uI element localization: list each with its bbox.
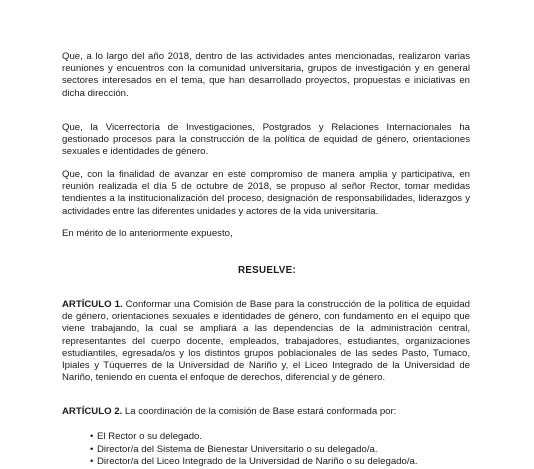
article-1-text: Conformar una Comisión de Base para la construcción de la política de equidad de género, orientaciones sexuales e identidades de género, con fundamento en el equipo que viene trabajando, la cual se ampliará a las dependencias de la administración central, representantes del cuerpo docente, empleados, trabajadores, estudiantes, organizaciones estudiantiles, egresada/os y los distintos grupos poblacionales de las sedes Pasto, Tumaco, Ipiales y Túquerres de la Universidad de Nariño y, el Liceo Integrado de la Universidad de Nariño, teniendo en cuenta el enfoque de derechos, diferencial y de género. xyxy=(62,299,470,384)
article-1 xyxy=(62,299,470,384)
list-item: • Director/a del Sistema de Bienestar Universitario o su delegado/a. xyxy=(90,444,418,457)
list-item: • Director/a del Liceo Integrado de la Universidad de Nariño o su delegado/a. xyxy=(90,456,418,469)
coordination-list xyxy=(90,431,418,469)
article-2-text: La coordinación de la comisión de Base estará conformada por: xyxy=(122,406,397,417)
article-2 xyxy=(62,406,470,418)
paragraph-considerando-3: Que, con la finalidad de avanzar en este compromiso de manera amplia y participativa, en reunión realizada el día 5 de octubre de 2018, se propuso al señor Rector, tomar medidas tendientes a la institucionalización del proceso, designación de responsabilidades, liderazgos y actividades entre las diferentes unidades y actores de la vida universitaria. xyxy=(62,169,470,217)
resuelve-heading: RESUELVE: xyxy=(237,265,297,276)
paragraph-considerando-1: Que, a lo largo del año 2018, dentro de las actividades antes mencionadas, realizaron varias reuniones y encuentros con la comunidad universitaria, grupos de investigación y en general sectores interesados en el tema, que han desarrollado proyectos, propuestas e iniciativas en dicha dirección. xyxy=(62,51,470,99)
article-2-label: ARTÍCULO 2. xyxy=(62,406,123,417)
list-item: • El Rector o su delegado. xyxy=(90,431,418,444)
article-1-label: ARTÍCULO 1. xyxy=(62,299,123,310)
paragraph-considerando-2: Que, la Vicerrectoría de Investigaciones, Postgrados y Relaciones Internacionales ha gestionado procesos para la construcción de la política de equidad de género, orientaciones sexuales e identidades de género. xyxy=(62,122,470,158)
paragraph-merito: En mérito de lo anteriormente expuesto, xyxy=(62,228,233,239)
